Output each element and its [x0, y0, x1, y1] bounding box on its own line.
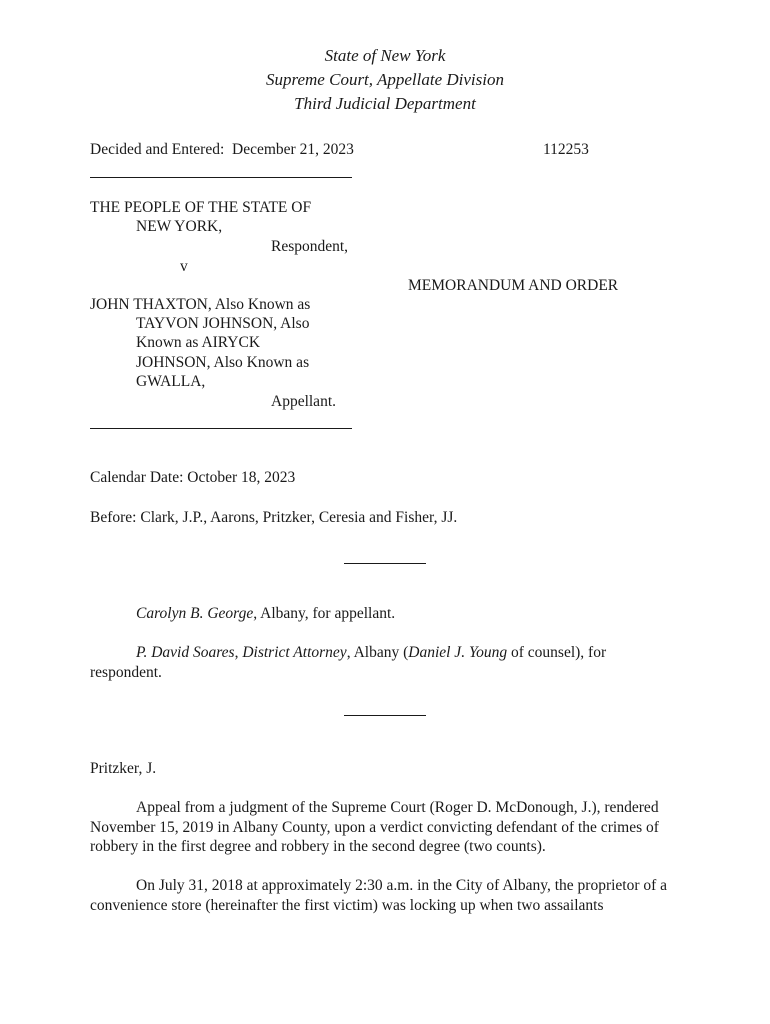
defendant-line-1: JOHN THAXTON, Also Known as: [90, 296, 311, 313]
opinion-author: Pritzker, J.: [90, 760, 157, 777]
decided-label: Decided and Entered:: [90, 141, 225, 158]
da-end: of counsel), for respondent.: [90, 644, 607, 681]
defendant-line-3: Known as AIRYCK: [136, 334, 261, 351]
appellant-counsel-name: Carolyn B. George: [136, 605, 254, 622]
section-divider-1: [344, 563, 426, 564]
decided-entered: [90, 141, 354, 159]
respondent-label: Respondent,: [271, 238, 349, 255]
appellant-counsel-rest: , Albany, for appellant.: [253, 605, 396, 622]
defendant-line-4: JOHNSON, Also Known as: [136, 354, 310, 371]
header-department: Third Judicial Department: [294, 94, 476, 113]
versus: v: [180, 258, 188, 275]
defendant-line-2: TAYVON JOHNSON, Also: [136, 315, 310, 332]
da-name: P. David Soares: [136, 644, 235, 661]
people-line-1: THE PEOPLE OF THE STATE OF: [90, 199, 312, 216]
appellant-label: Appellant.: [271, 393, 336, 410]
da-middle: , Albany (: [346, 644, 409, 661]
order-type: MEMORANDUM AND ORDER: [408, 277, 619, 294]
da-title: District Attorney: [242, 644, 347, 661]
header-state: State of New York: [324, 46, 446, 65]
decided-date: December 21, 2023: [232, 141, 354, 158]
section-divider-2: [344, 715, 426, 716]
calendar-date: Calendar Date: October 18, 2023: [90, 469, 296, 486]
header-court: Supreme Court, Appellate Division: [266, 70, 504, 89]
defendant-line-5: GWALLA,: [136, 373, 206, 390]
opinion-paragraph-1: Appeal from a judgment of the Supreme Court (Roger D. McDonough, J.), rendered November 15, 2019 in Albany County, upon a verdict convicting defendant of the crimes of robbery in the first degree and robbery in the second degree (two counts).: [90, 799, 659, 855]
of-counsel-name: Daniel J. Young: [408, 644, 508, 661]
caption-rule-bottom: [90, 428, 352, 429]
caption-rule-top: [90, 177, 352, 178]
docket-number: 112253: [543, 141, 589, 158]
bench-panel: Before: Clark, J.P., Aarons, Pritzker, Ceresia and Fisher, JJ.: [90, 509, 458, 526]
opinion-paragraph-2: On July 31, 2018 at approximately 2:30 a.m. in the City of Albany, the proprietor of a convenience store (hereinafter the first victim) was locking up when two assailants: [90, 877, 668, 914]
appellant-counsel: [90, 604, 670, 624]
people-line-2: NEW YORK,: [136, 218, 223, 235]
respondent-counsel: [90, 643, 670, 682]
da-separator: ,: [234, 644, 243, 661]
